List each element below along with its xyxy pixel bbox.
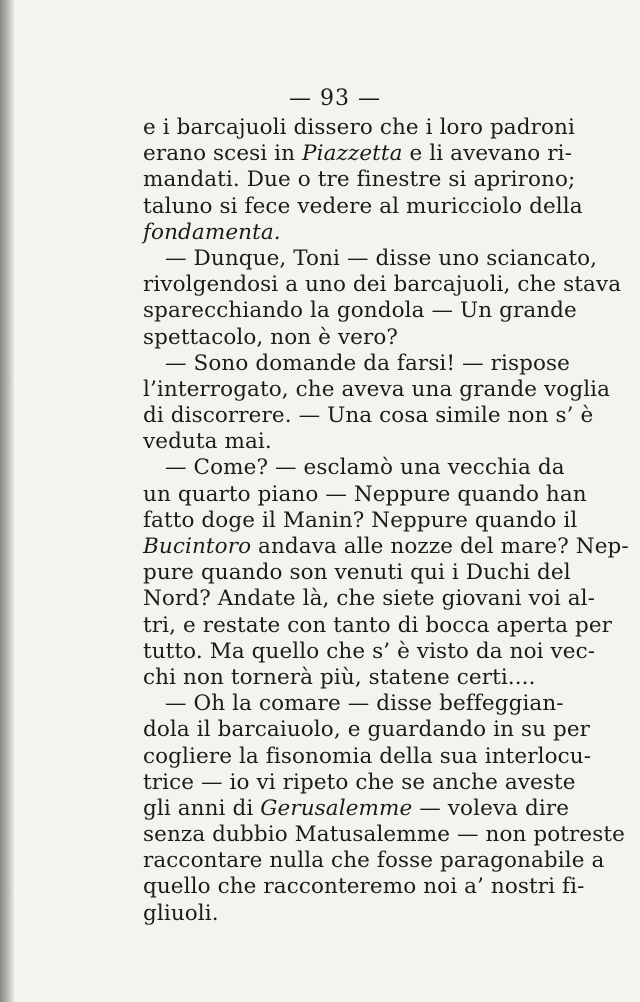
line-segment: — voleva dire xyxy=(412,795,570,821)
text-line: dola il barcaiuolo, e guardando in su per xyxy=(143,717,591,743)
text-line: e i barcajuoli dissero che i loro padroni xyxy=(143,115,575,140)
text-line xyxy=(143,534,629,560)
italic-term: Bucintoro xyxy=(143,534,252,559)
text-line: Nord? Andate là, che siete giovani voi al- xyxy=(143,586,596,612)
text-line: taluno si fece vedere al muricciolo della xyxy=(143,193,583,219)
text-line: — Come? — esclamò una vecchia da xyxy=(165,455,565,481)
text-line: veduta mai. xyxy=(143,429,272,455)
text-line: fatto doge il Manin? Neppure quando il xyxy=(143,507,578,533)
text-line: un quarto piano — Neppure quando han xyxy=(143,481,587,507)
page-number: — 93 — xyxy=(289,86,381,111)
text-line: quello che racconteremo noi a’ nostri fi- xyxy=(143,874,585,900)
text-line: mandati. Due o tre finestre si aprirono; xyxy=(143,167,576,193)
text-line: tutto. Ma quello che s’ è visto da noi vec- xyxy=(143,638,596,664)
text-line: — Sono domande da farsi! — rispose xyxy=(165,350,570,376)
text-line: chi non tornerà più, statene certi.... xyxy=(143,664,536,690)
page-binding-edge xyxy=(0,0,14,1002)
body-text xyxy=(143,115,629,927)
italic-term: Piazzetta xyxy=(302,141,403,167)
line-segment: andava alle nozze del mare? Nep- xyxy=(251,534,629,559)
text-line: rivolgendosi a uno dei barcajuoli, che stava xyxy=(143,272,622,298)
text-line: cogliere la fisonomia della sua interlocu- xyxy=(143,743,592,769)
line-segment: e li avevano ri- xyxy=(402,141,572,167)
text-line xyxy=(143,795,570,822)
text-line: l’interrogato, che aveva una grande voglia xyxy=(143,376,611,402)
line-segment: gli anni di xyxy=(143,795,261,821)
text-line: pure quando son venuti qui i Duchi del xyxy=(143,560,571,586)
text-line: trice — io vi ripeto che se anche aveste xyxy=(143,769,576,795)
text-line: — Oh la comare — disse beffeggian- xyxy=(165,691,564,717)
text-line: raccontare nulla che fosse paragonabile a xyxy=(143,848,605,874)
text-line: tri, e restate con tanto di bocca aperta per xyxy=(143,612,613,638)
text-line xyxy=(143,220,535,246)
italic-term: fondamenta. xyxy=(143,219,281,245)
line-segment: erano scesi in xyxy=(143,141,303,167)
text-line: senza dubbio Matusalemme — non potreste xyxy=(143,822,625,848)
text-line: — Dunque, Toni — disse uno sciancato, xyxy=(165,245,598,271)
text-line xyxy=(143,141,572,167)
italic-term: Gerusalemme xyxy=(260,795,413,821)
text-line: spettacolo, non è vero? xyxy=(143,324,399,350)
text-line: gliuoli. xyxy=(143,900,219,926)
text-line: sparecchiando la gondola — Un grande xyxy=(143,298,577,324)
text-line: di discorrere. — Una cosa simile non s’ è xyxy=(143,403,594,429)
